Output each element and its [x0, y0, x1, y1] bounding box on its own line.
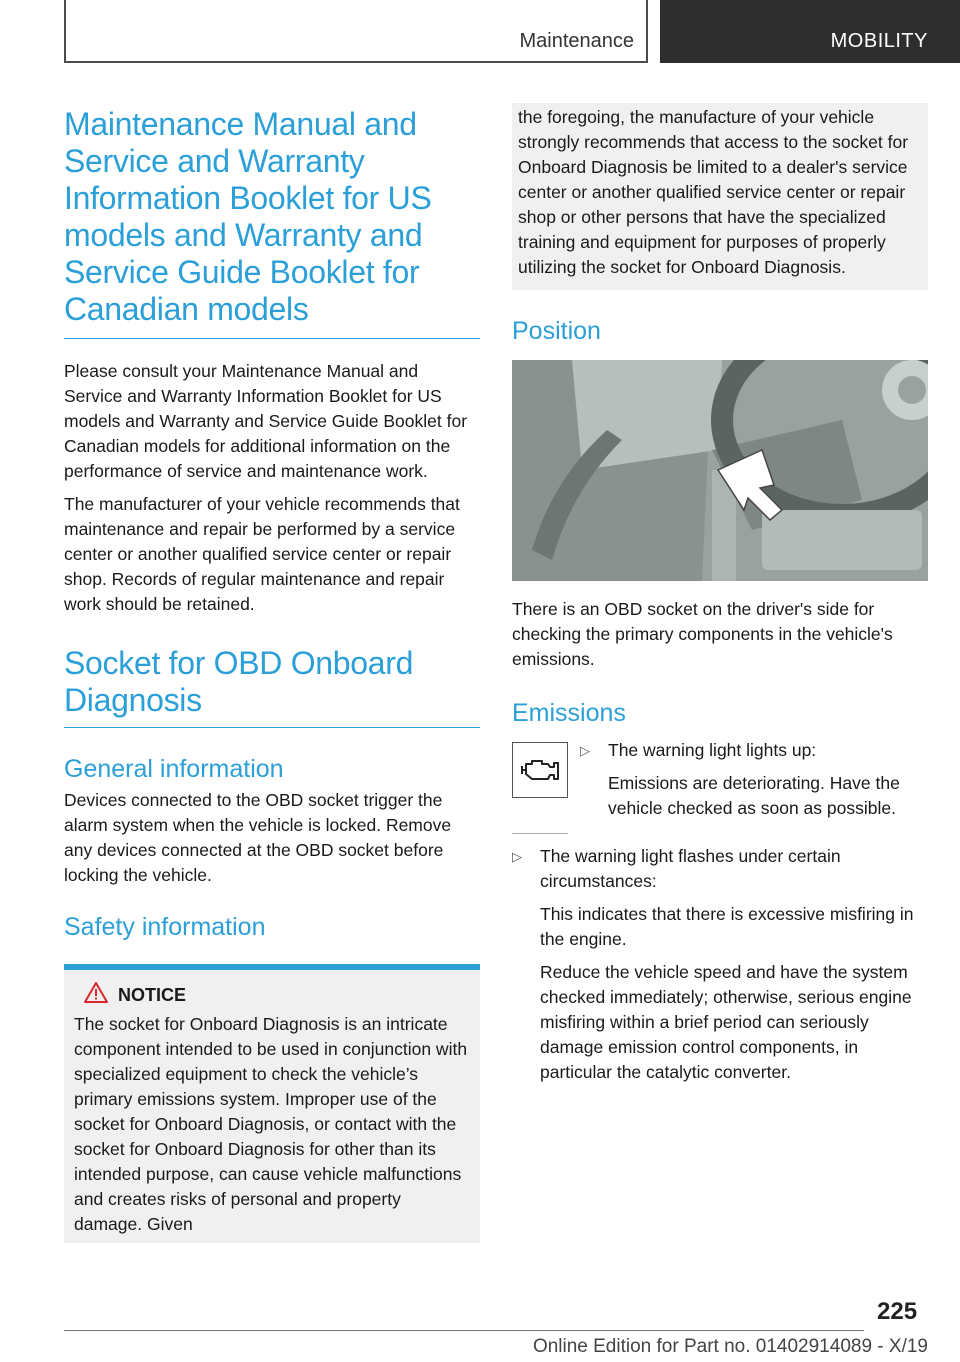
- emissions-flash-item: [512, 844, 928, 1085]
- general-information-heading: General information: [64, 755, 284, 783]
- maintenance-manual-heading: Maintenance Manual and Service and Warranty Information Booklet for US models and Warranty and Service Guide Booklet for Canadian models: [64, 106, 432, 327]
- bullet-arrow-icon: ▷: [580, 743, 590, 758]
- right-column: [512, 103, 928, 1085]
- general-information-paragraph: Devices connected to the OBD socket trigger the alarm system when the vehicle is locked. Remove any devices connected at the OBD socket before locking the vehicle.: [64, 790, 452, 885]
- emissions-warning-item: [512, 738, 928, 834]
- header-section-title: Maintenance: [519, 30, 634, 52]
- notice-title: NOTICE: [118, 984, 187, 1005]
- maintenance-paragraph-2: The manufacturer of your vehicle recommends that maintenance and repair be performed by a service center or another qualified service center or repair shop. Records of regular maintenance and repair work should be retained.: [64, 494, 460, 614]
- safety-information-heading: Safety information: [64, 913, 266, 941]
- bullet-separator: [512, 833, 568, 834]
- bullet-2-text-1: This indicates that there is excessive misfiring in the engine.: [540, 904, 914, 949]
- heading-rule: [64, 727, 480, 728]
- footer-edition-text: Online Edition for Part no. 01402914089 - X/19: [532, 1336, 928, 1357]
- bullet-arrow-icon: ▷: [512, 849, 522, 864]
- maintenance-paragraph-1: Please consult your Maintenance Manual and Service and Warranty Information Booklet for US models and Warranty and Service Guide Booklet for Canadian models for additional information on the performance of service and maintenance work.: [64, 361, 468, 481]
- engine-warning-icon: [512, 742, 568, 798]
- obd-socket-heading: Socket for OBD Onboard Diagnosis: [64, 645, 414, 718]
- notice-continuation-text: the foregoing, the manufacture of your vehicle strongly recommends that access to the socket for Onboard Diagnosis be limited to a dealer's service center or another qualified service center or repair shop or other persons that have the specialized training and equipment for purposes of properly utilizing the socket for Onboard Diagnosis.: [518, 107, 909, 277]
- heading-rule: [64, 338, 480, 339]
- footer-rule: [64, 1330, 864, 1331]
- notice-text: The socket for Onboard Diagnosis is an intricate component intended to be used in conjunction with specialized equipment to check the vehicle’s primary emissions system. Improper use of the socket for Onboard Diagnosis, or contact with the socket for Onboard Diagnosis for other than its intended purpose, can cause vehicle malfunctions and creates risks of personal and property damage. Given: [74, 1014, 468, 1234]
- bullet-1-text: Emissions are deteriorating. Have the vehicle checked as soon as possible.: [608, 773, 900, 818]
- header-section-box: [64, 0, 648, 63]
- header-chapter-title: MOBILITY: [830, 30, 928, 52]
- notice-box: [64, 964, 480, 1243]
- emissions-heading: Emissions: [512, 699, 626, 727]
- warning-triangle-icon: [84, 982, 108, 1008]
- notice-continuation: [512, 103, 928, 290]
- left-column: [64, 100, 480, 1243]
- bullet-1-title: The warning light lights up:: [608, 740, 817, 760]
- position-paragraph: There is an OBD socket on the driver's side for checking the primary components in the vehicle's emissions.: [512, 599, 893, 669]
- bullet-2-title: The warning light flashes under certain circumstances:: [540, 846, 841, 891]
- bullet-2-text-2: Reduce the vehicle speed and have the system checked immediately; otherwise, serious engine misfiring within a brief period can seriously damage emission control components, in particular the catalytic converter.: [540, 962, 912, 1082]
- obd-socket-location-photo: [512, 360, 928, 581]
- header-chapter-box: [660, 0, 960, 63]
- page-number: 225: [877, 1298, 918, 1325]
- position-heading: Position: [512, 317, 601, 345]
